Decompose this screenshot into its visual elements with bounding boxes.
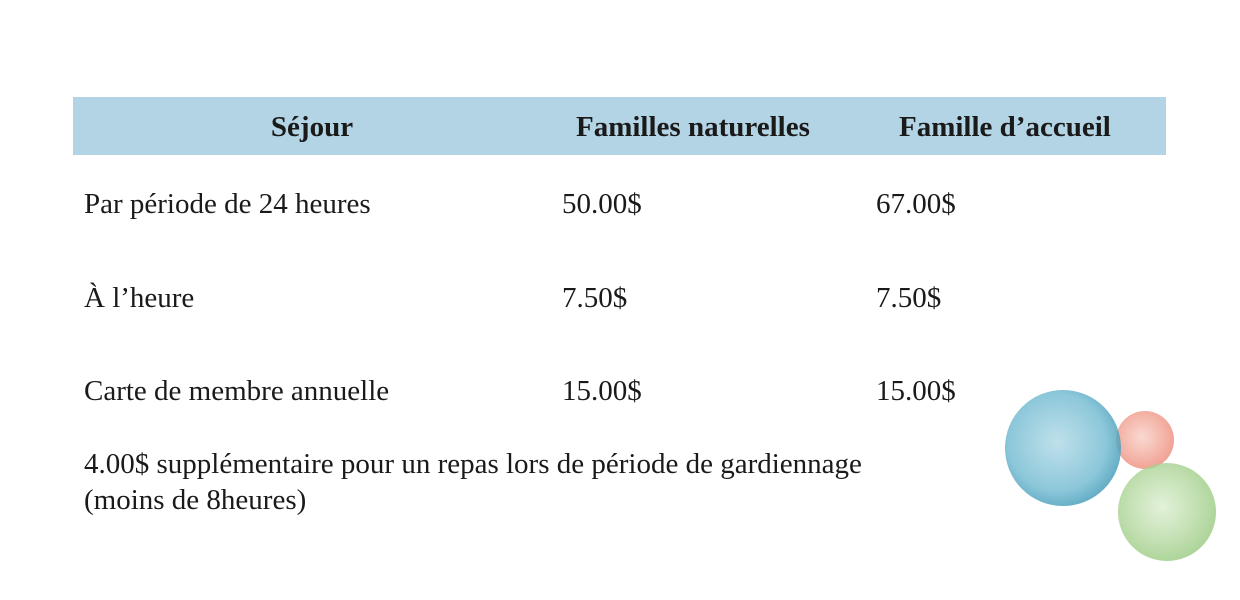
row-heure-naturelles: 7.50$ bbox=[562, 282, 628, 314]
watercolor-green-circle bbox=[1118, 463, 1216, 561]
row-membre-naturelles: 15.00$ bbox=[562, 375, 642, 407]
meal-note bbox=[84, 446, 862, 518]
header-familles-naturelles: Familles naturelles bbox=[576, 111, 810, 143]
row-membre-label: Carte de membre annuelle bbox=[84, 375, 390, 407]
row-24h-label: Par période de 24 heures bbox=[84, 188, 371, 220]
row-24h-naturelles: 50.00$ bbox=[562, 188, 642, 220]
watercolor-pink-circle bbox=[1116, 411, 1174, 469]
watercolor-circles-decoration bbox=[995, 385, 1225, 565]
header-sejour: Séjour bbox=[270, 111, 354, 143]
row-heure-accueil: 7.50$ bbox=[876, 282, 942, 314]
meal-note-line2: (moins de 8heures) bbox=[84, 484, 307, 516]
table-header bbox=[73, 97, 1166, 155]
row-24h-accueil: 67.00$ bbox=[876, 188, 956, 220]
header-famille-accueil: Famille d’accueil bbox=[899, 111, 1111, 143]
watercolor-blue-circle bbox=[1005, 390, 1121, 506]
meal-note-line1: 4.00$ supplémentaire pour un repas lors de période de gardiennage bbox=[84, 448, 862, 480]
row-heure-label: À l’heure bbox=[84, 282, 195, 314]
row-membre-accueil: 15.00$ bbox=[876, 375, 956, 407]
